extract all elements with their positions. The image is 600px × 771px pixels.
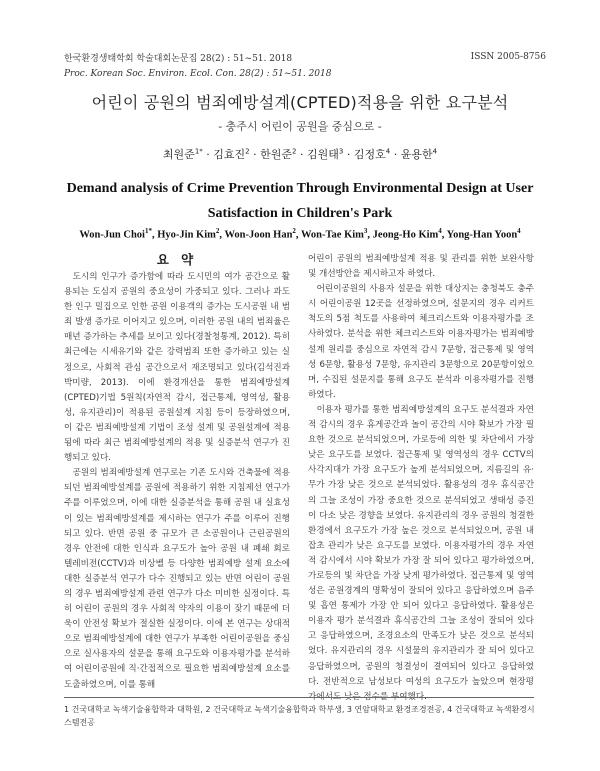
- author-affiliation-mark: 2: [215, 227, 220, 235]
- author-affiliation-mark: 2: [292, 227, 296, 235]
- author-name: Won-Tae Kim: [300, 229, 364, 241]
- affiliation-footnote: 1 건국대학교 녹색기술융합학과 대학원, 2 건국대학교 녹색기술융합학과 학부생, 3 연암대학교 환경조경전공, 4 건국대학교 녹색환경시스템전공: [64, 705, 535, 727]
- abstract-paragraph: 이용자 평가를 통한 범죄예방설계의 요구도 분석결과 자연적 감시의 경우 휴게공간과 놀이 공간의 시야 확보가 가장 필요한 것으로 분석되었으며, 가로등에 의한 빛 차단에서 가장 낮은 요구도를 보였다. 접근통제 및 영역성의 경우 CCTV의 사각지대가 가장 요구도가 높게 분석되었으며, 지름길의 유·무가 가장 낮은 것으로 분석되었다. 활용성의 경우 휴식공간의 그늘 조성이 가장 중요한 것으로 분석되었고 생태성 증진이 다소 낮은 경향을 보였다. 유지관리의 경우 공원의 청결한 환경에서 요구도가 가장 높은 것으로 분석되었으며, 공원 내 잡초 관리가 낮은 요구도를 보였다. 이용자평가의 경우 자연적 감시에서 시야 확보가 가장 잘 되어 있다고 평가하였으며, 가로등의 빛 차단을 가장 낮게 평가하였다. 접근통제 및 영역성은 공원경계의 명확성이 잘되어 있다고 응답하였으며 음주 및 흡연 통제가 가장 안 되어 있다고 응답하였다. 활용성은 이용자 평가 분석결과 휴식공간의 그늘 조성이 잘되어 있다고 응답하였으며, 조경요소의 만족도가 낮은 것으로 분석되었다. 유지관리의 경우 시설물의 유지관리가 잘 되어 있다고 응답하였으며, 공원의 청결성이 결여되어 있다고 응답하였다. 전반적으로 남성보다 여성의 요구도가 높았으며 현장평가에서도 낮은 점수를 부여했다.: [308, 404, 534, 702]
- author-name: Jeong-Ho Kim: [372, 229, 439, 241]
- author-name: 최원준: [162, 148, 195, 161]
- author-name: Hyo-Jin Kim: [157, 229, 216, 241]
- author-name: 한원준: [260, 148, 293, 161]
- paper-title-ko: 어린이 공원의 범죄예방설계(CPTED)적용을 위한 요구분석: [91, 93, 509, 112]
- author-name: Yong-Han Yoon: [446, 229, 518, 241]
- journal-header: [64, 52, 331, 82]
- abstract-paragraph: 어린이 공원의 범죄예방설계 적용 및 관리를 위한 보완사항 및 개선방안을 제시하고자 하였다.: [308, 254, 534, 280]
- author-name: 김원태: [307, 148, 339, 161]
- author-list-ko: 최원준$^{1*}$ · 김효진$^2$ · 한원준$^2$ · 김원태$^3$ · 김정호$^4$ · 윤용한$^4$: [162, 147, 438, 161]
- author-affiliation-mark: 2: [292, 147, 297, 156]
- author-name: 김정호: [353, 148, 386, 161]
- abstract-paragraph: 도시의 인구가 증가함에 따라 도시민의 여가 공간으로 활용되는 도심지 공원의 중요성이 가중되고 있다. 그러나 과도한 인구 밀집으로 인한 공원 이용객의 증가는 도시공원 내 범죄 발생 증가로 이어지고 있으며, 이러한 공원 내의 범죄율은 매년 증가하는 추세를 보이고 있다(경찰청통계, 2012). 특히 최근에는 시세유기와 같은 강력범죄 또한 증가하고 있는 실정으로, 사회적 관심 공간으로서 재조명되고 있다(김석진과 박미량, 2013). 이에 환경개선을 통한 범죄예방설계(CPTED)기법 5원칙(자연적 감시, 접근통제, 영역성, 활용성, 유지관리)이 적용된 공원설계 지침 등이 등장하였으며, 이 같은 범죄예방설계 기법이 조성 설계 및 공원설계에 적용됨에 따라 최근 범죄예방설계의 적용 및 실증분석 연구가 진행되고 있다.: [64, 272, 290, 464]
- author-affiliation-mark: 1*: [144, 227, 152, 235]
- author-affiliation-mark: 4: [432, 147, 438, 156]
- abstract-heading: 요 약: [156, 252, 198, 267]
- paper-title-en: Demand analysis of Crime Prevention Through Environmental Design at User Satisfaction in Children's Park: [66, 181, 534, 221]
- author-affiliation-mark: 4: [385, 147, 391, 156]
- author-name: Won-Joon Han: [224, 229, 293, 241]
- abstract-paragraph: 어린이공원의 사용자 설문을 위한 대상지는 충청북도 충주시 어린이공원 12곳을 선정하였으며, 설문지의 경우 리커트 척도의 5점 척도를 사용하여 체크리스트와 이용자평가를 조사하였다. 분석을 위한 체크리스트와 이용자평가는 범죄예방설계 원리를 중심으로 자연적 감시 7문항, 접근통제 및 영역성 6문항, 활용성 7문항, 유지관리 3문항으로 20문항이었으며, 수집된 설문지를 통해 요구도 분석과 이용자평가를 진행하였다.: [308, 284, 534, 400]
- author-affiliation-mark: 1*: [194, 147, 203, 156]
- author-name: 윤용한: [400, 148, 433, 161]
- author-affiliation-mark: 2: [245, 147, 250, 156]
- issn: ISSN 2005-8756: [470, 52, 546, 62]
- author-name: Won-Jun Choi: [79, 229, 145, 241]
- author-affiliation-mark: 4: [438, 227, 442, 235]
- author-list-en: Won-Jun Choi$^{1*}$, Hyo-Jin Kim$^2$, Won-Joon Han$^2$, Won-Tae Kim$^3$, Jeong-Ho Kim$^4$, Yong-Han Yoon$^4$: [79, 227, 521, 241]
- footnote-divider: [64, 697, 534, 698]
- author-affiliation-mark: 4: [517, 227, 521, 235]
- journal-citation-en: Proc. Korean Soc. Environ. Ecol. Con. 28(2) : 51~51. 2018: [64, 69, 332, 79]
- paper-subtitle-ko: - 충주시 어린이 공원을 중심으로 -: [218, 120, 382, 133]
- author-affiliation-mark: 3: [363, 227, 368, 235]
- author-name: 김효진: [213, 148, 246, 161]
- journal-citation-ko: 한국환경생태학회 학술대회논문집 28(2) : 51~51. 2018: [64, 54, 293, 64]
- abstract-right-column: [308, 252, 534, 705]
- author-affiliation-mark: 3: [338, 147, 344, 156]
- abstract-paragraph: 공원의 범죄예방설계 연구로는 기존 도시와 건축물에 적용되던 범죄예방설계를 공원에 적용하기 위한 지침제선 연구가 주를 이루었으며, 이에 대한 실증분석을 통해 공원 내 실효성이 있는 범죄예방설계를 제시하는 연구가 주를 이루어 진행되고 있다. 반면 공원 중 규모가 큰 소공원이나 근린공원의 경우 안전에 대한 인식과 요구도가 높아 공원 내 폐쇄 회로 텔레비전(CCTV)과 비상벨 등 다양한 범죄예방 설계 요소에 대한 실증분석 연구가 다수 진행되고 있는 반면 어린이 공원의 경우 범죄예방설계 관련 연구가 다소 미비한 실정이다. 특히 어린이 공원의 경우 사회적 약자의 이용이 잦기 때문에 더욱이 안전성 확보가 절실한 실정이다. 이에 본 연구는 상대적으로 범죄예방설계에 대한 연구가 부족한 어린이공원을 중심으로 실사용자의 설문을 통해 요구도와 이용자평가를 분석하여 어린이공원에 직·간접적으로 필요한 범죄예방설계 요소를 도출하였으며, 이를 통해: [64, 468, 290, 690]
- abstract-left-column: [64, 270, 290, 693]
